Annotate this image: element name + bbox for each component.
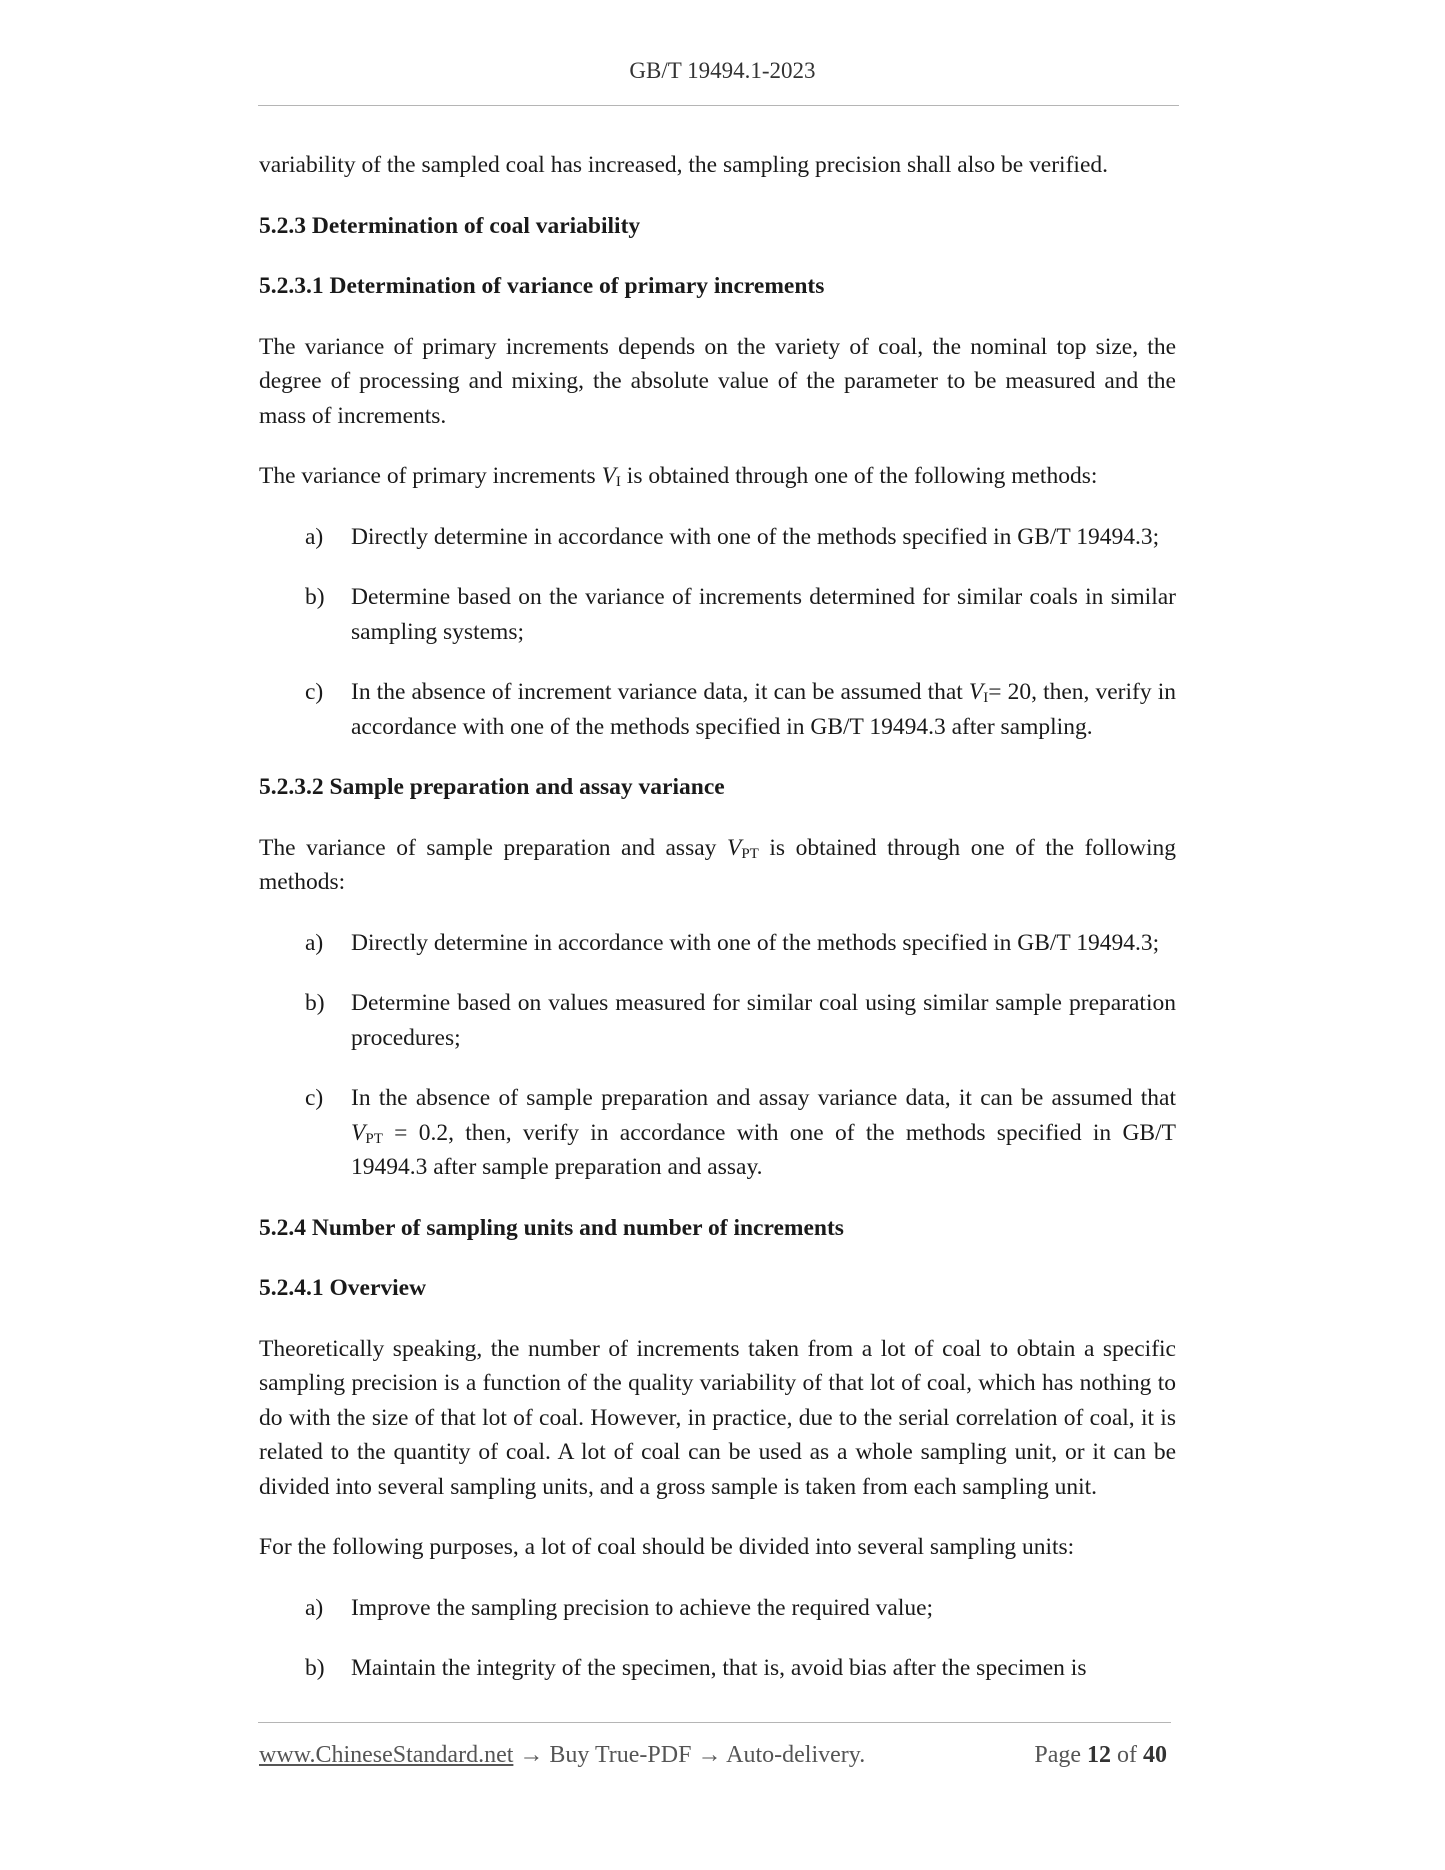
list-item-text: Determine based on the variance of increments determined for similar coals in similar sampling systems; [351,584,1176,645]
list-item [305,675,1176,744]
list-item [305,926,1176,961]
list-item-text: Directly determine in accordance with one of the methods specified in GB/T 19494.3; [351,929,1160,956]
heading-5-2-3-2: 5.2.3.2 Sample preparation and assay variance [259,774,725,800]
heading-5-2-3: 5.2.3 Determination of coal variability [259,212,641,239]
arrow-right-icon: → [697,1742,722,1768]
list-item [305,986,1176,1055]
list-item [305,1081,1176,1185]
website-link[interactable]: www.ChineseStandard.net [259,1742,514,1768]
list-marker: a) [305,523,324,550]
list-item-text: Directly determine in accordance with one of the methods specified in GB/T 19494.3; [351,523,1160,550]
heading-5-2-3-1: 5.2.3.1 Determination of variance of primary increments [259,273,825,299]
page-content [259,148,1176,1712]
heading-5-2-4: 5.2.4 Number of sampling units and number of increments [259,1214,844,1241]
list-marker: a) [305,929,324,956]
paragraph-purposes: For the following purposes, a lot of coal should be divided into several sampling units: [259,1534,1075,1560]
arrow-right-icon: → [519,1742,544,1768]
of-label: of [1117,1742,1137,1768]
paragraph-vpt-methods: The variance of sample preparation and assay $V_{PT}$ is obtained through one of the following methods: [259,834,1176,895]
list-item-text: Determine based on values measured for similar coal using similar sample preparation procedures; [351,990,1176,1051]
page-total: 40 [1143,1742,1167,1768]
paragraph-continuation: variability of the sampled coal has increased, the sampling precision shall also be verified. [259,152,1108,178]
list-marker: b) [305,584,325,610]
paragraph-overview: Theoretically speaking, the number of increments taken from a lot of coal to obtain a specific sampling precision is a function of the quality variability of that lot of coal, which has nothing to do with the size of that lot of coal. However, in practice, due to the serial correlation of coal, it is related to the quantity of coal. A lot of coal can be used as a whole sampling unit, or it can be divided into several sampling units, and a gross sample is taken from each sampling unit. [259,1335,1176,1500]
list-item-text: In the absence of sample preparation and assay variance data, it can be assumed that $V_{PT} = 0.2$, then, verify in accordance with one of the methods specified in GB/T 19494.3 after sample preparation and assay. [351,1085,1176,1180]
list-marker: b) [305,1655,325,1681]
list-marker: c) [305,679,324,705]
list-item-text: Maintain the integrity of the specimen, that is, avoid bias after the specimen is [351,1655,1087,1681]
page-label: Page [1034,1742,1081,1768]
footer-divider [258,1722,1171,1723]
list-item-text: Improve the sampling precision to achieve the required value; [351,1594,934,1621]
auto-delivery-text: Auto-delivery. [726,1742,866,1768]
list-marker: c) [305,1085,324,1111]
list-item [305,580,1176,649]
paragraph-vi-methods: The variance of primary increments $V_I$ is obtained through one of the following methods: [259,463,1098,490]
heading-5-2-4-1: 5.2.4.1 Overview [259,1275,427,1301]
list-item [305,1591,1176,1626]
document-code: GB/T 19494.1-2023 [629,58,816,83]
list-item-text: In the absence of increment variance data, it can be assumed that $V_I= 20$, then, verify in accordance with one of the methods specified in GB/T 19494.3 after sampling. [351,679,1176,740]
list-item [305,1651,1176,1686]
page-number: 12 [1087,1742,1111,1768]
list-item [305,520,1176,555]
list-marker: b) [305,990,325,1016]
buy-pdf-text: Buy True-PDF [549,1742,692,1768]
page-footer [259,1742,1171,1769]
paragraph-variance-factors: The variance of primary increments depends on the variety of coal, the nominal top size, the degree of processing and mixing, the absolute value of the parameter to be measured and the mass of increments. [259,333,1176,429]
header-divider [258,105,1179,106]
page-indicator [1034,1742,1167,1769]
list-marker: a) [305,1594,324,1621]
